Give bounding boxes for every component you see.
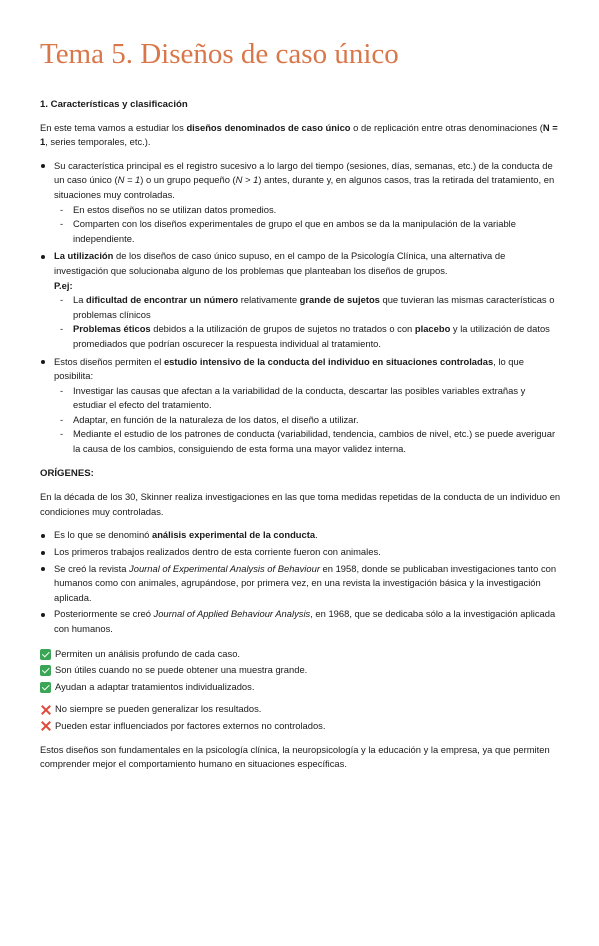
sub-list [54,384,561,457]
list-item: Se creó la revista Journal of Experimental Analysis of Behaviour en 1958, donde se publicaban investigaciones tanto con humanos como con animales, agrupándose, por primera vez, en una revista la investigación básica y la investigación aplicada. [40,562,561,606]
origins-list [40,528,561,636]
intro-paragraph: En este tema vamos a estudiar los diseños denominados de caso único o de replicación entre otras denominaciones (N = 1, series temporales, etc.). [40,121,558,148]
example-label: P.ej: [54,279,73,291]
list-item: Es lo que se denominó análisis experimental de la conducta. [40,528,561,543]
check-mark-icon [40,665,51,676]
sub-list-item: - En estos diseños no se utilizan datos promedios. [54,203,561,218]
disadvantage-item: No siempre se pueden generalizar los resultados. [40,702,561,717]
sub-list [54,203,561,247]
list-item: Los primeros trabajos realizados dentro de esta corriente fueron con animales. [40,545,561,560]
list-item: Estos diseños permiten el estudio intensivo de la conducta del individuo en situaciones controladas, lo que posibilita: - Investigar las causas que afectan a la variabilidad de la conducta, descartar las posibles variables extrañas y estudiar el efecto del tratamiento. - Adaptar, en función de la naturaleza de los datos, el diseño a utilizar. - Mediante el estudio de los patrones de conducta (variabilidad, tendencia, cambios de nivel, etc.) se puede averiguar la causa de los cambios, consiguiendo de esta forma una mayor validez interna. [40,355,561,457]
conclusion-paragraph: Estos diseños son fundamentales en la psicología clínica, la neuropsicología y la educación y la empresa, ya que permiten comprender mejor el comportamiento humano en situaciones específicas. [40,743,550,770]
advantage-item: Permiten un análisis profundo de cada caso. [40,647,561,662]
origins-heading: ORÍGENES: [40,467,94,479]
sub-list-item: - Investigar las causas que afectan a la variabilidad de la conducta, descartar las posibles variables extrañas y estudiar el efecto del tratamiento. [54,384,561,413]
advantage-item: Ayudan a adaptar tratamientos individualizados. [40,680,561,695]
math-expression: N > 1 [235,174,259,186]
advantages-list [40,647,561,695]
advantage-item: Son útiles cuando no se puede obtener una muestra grande. [40,663,561,678]
cross-mark-icon [40,704,51,715]
origins-paragraph: En la década de los 30, Skinner realiza investigaciones en las que toma medidas repetidas de la conducta de un individuo en condiciones muy controladas. [40,491,561,517]
disadvantages-list [40,702,561,733]
check-mark-icon [40,682,51,693]
page-title: Tema 5. Diseños de caso único [40,38,399,70]
sub-list-item: - Adaptar, en función de la naturaleza de los datos, el diseño a utilizar. [54,413,561,428]
math-expression: N = 1 [117,174,141,186]
check-mark-icon [40,649,51,660]
sub-list [54,293,561,351]
section-heading: 1. Características y clasificación [40,99,188,110]
disadvantage-item: Pueden estar influenciados por factores externos no controlados. [40,719,561,734]
cross-mark-icon [40,721,51,732]
list-item: Su característica principal es el registro sucesivo a lo largo del tiempo (sesiones, días, semanas, etc.) de la conducta de un caso único (N = 1) o un grupo pequeño (N > 1) antes, durante y, en algunos casos, tras la retirada del tratamiento, en situaciones muy controladas. - En estos diseños no se utilizan datos promedios. - Comparten con los diseños experimentales de grupo el que en ambos se da la manipulación de la variable independiente. [40,159,561,247]
list-item: La utilización de los diseños de caso único supuso, en el campo de la Psicología Clínica, una alternativa de investigación que solucionaba alguno de los problemas que planteaban los diseños de grupos. P.ej: - La dificultad de encontrar un número relativamente grande de sujetos que tuvieran las mismas características o problemas clínicos - Problemas éticos debidos a la utilización de grupos de sujetos no tratados o con placebo y la utilización de datos promediados que podrían oscurecer la respuesta individual al tratamiento. [40,249,561,351]
list-item: Posteriormente se creó Journal of Applied Behaviour Analysis, en 1968, que se dedicaba sólo a la investigación aplicada con humanos. [40,607,561,636]
sub-list-item: - Problemas éticos debidos a la utilización de grupos de sujetos no tratados o con placebo y la utilización de datos promediados que podrían oscurecer la respuesta individual al tratamiento. [54,322,561,351]
sub-list-item: - La dificultad de encontrar un número relativamente grande de sujetos que tuvieran las mismas características o problemas clínicos [54,293,561,322]
sub-list-item: - Mediante el estudio de los patrones de conducta (variabilidad, tendencia, cambios de nivel, etc.) se puede averiguar la causa de los cambios, consiguiendo de esta forma una mayor validez interna. [54,427,561,456]
document-body [0,98,599,946]
sub-list-item: - Comparten con los diseños experimentales de grupo el que en ambos se da la manipulación de la variable independiente. [54,217,561,246]
characteristics-list [40,159,561,457]
